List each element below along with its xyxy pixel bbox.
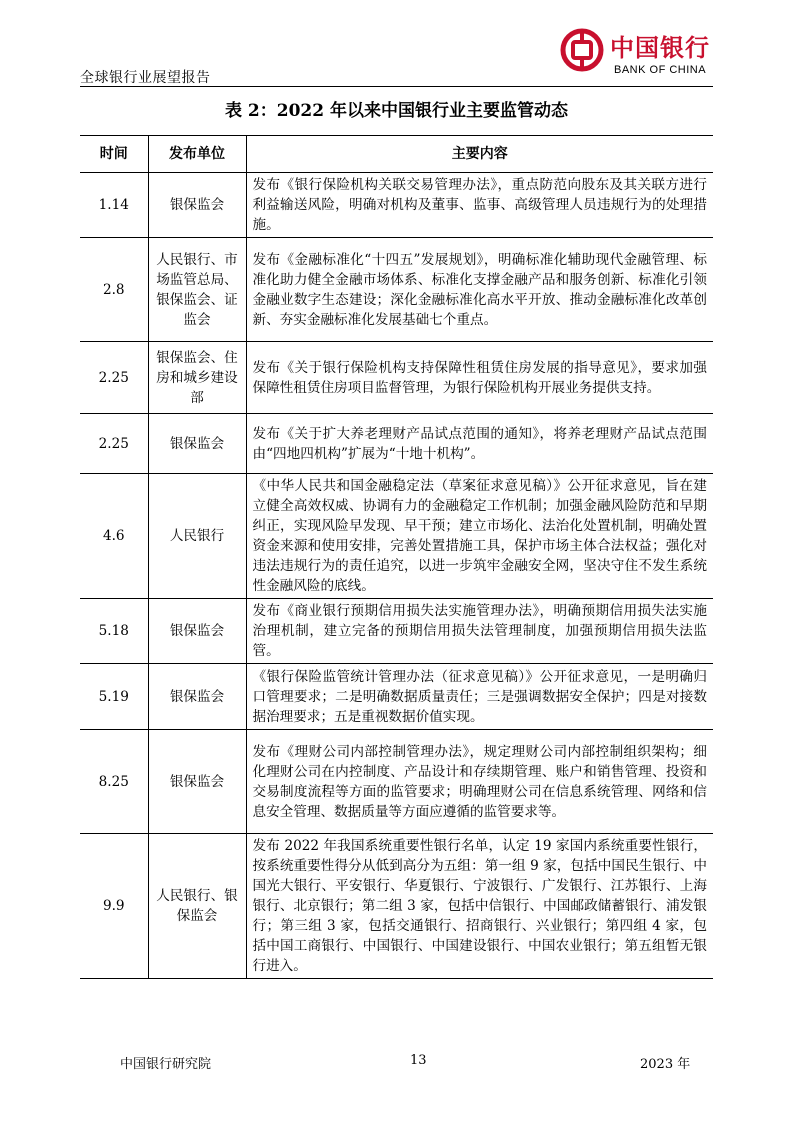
bank-logo-en: BANK OF CHINA (614, 64, 707, 76)
table-row (80, 599, 713, 664)
footer-institute: 中国银行研究院 (120, 1057, 212, 1072)
header-rule (80, 86, 713, 87)
regulation-table (80, 135, 713, 979)
cell-unit: 银保监会、住房和城乡建设部 (148, 342, 246, 414)
column-header-unit: 发布单位 (148, 136, 246, 173)
column-header-time: 时间 (80, 136, 148, 173)
bank-logo-cn: 中国银行 (610, 33, 710, 62)
table-row (80, 474, 713, 599)
bank-logo-emblem-icon (560, 28, 604, 72)
column-header-content: 主要内容 (246, 136, 713, 173)
table-row (80, 414, 713, 474)
cell-content: 发布《商业银行预期信用损失法实施管理办法》，明确预期信用损失法实施治理机制，建立完备的预期信用损失法管理制度，加强预期信用损失法监管。 (246, 599, 713, 664)
cell-time: 5.19 (80, 664, 148, 730)
table-header-row (80, 136, 713, 173)
cell-unit: 人民银行、银保监会 (148, 834, 246, 979)
cell-time: 5.18 (80, 599, 148, 664)
cell-content: 《中华人民共和国金融稳定法（草案征求意见稿）》公开征求意见，旨在建立健全高效权威、协调有力的金融稳定工作机制；加强金融风险防范和早期纠正，实现风险早发现、早干预；建立市场化、法治化处置机制，明确处置资金来源和使用安排，完善处置措施工具，保护市场主体合法权益；强化对违法违规行为的责任追究，以进一步筑牢金融安全网，坚决守住不发生系统性金融风险的底线。 (246, 474, 713, 599)
cell-content: 发布《理财公司内部控制管理办法》，规定理财公司内部控制组织架构；细化理财公司在内控制度、产品设计和存续期管理、账户和销售管理、投资和交易制度流程等方面的监管要求；明确理财公司在信息系统管理、网络和信息安全管理、数据质量等方面应遵循的监管要求等。 (246, 730, 713, 834)
cell-content: 发布《关于扩大养老理财产品试点范围的通知》，将养老理财产品试点范围由“四地四机构”扩展为“十地十机构”。 (246, 414, 713, 474)
table-row (80, 834, 713, 979)
bank-logo (560, 28, 720, 84)
table-row (80, 664, 713, 730)
cell-content: 《银行保险监管统计管理办法（征求意见稿）》公开征求意见，一是明确归口管理要求；二是明确数据质量责任；三是强调数据安全保护；四是对接数据治理要求；五是重视数据价值实现。 (246, 664, 713, 730)
report-header-title: 全球银行业展望报告 (80, 70, 211, 86)
cell-content: 发布 2022 年我国系统重要性银行名单，认定 19 家国内系统重要性银行，按系统重要性得分从低到高分为五组：第一组 9 家，包括中国民生银行、中国光大银行、平安银行、华夏银行、宁波银行、广发银行、江苏银行、上海银行、北京银行；第二组 3 家，包括中信银行、中国邮政储蓄银行、浦发银行；第三组 3 家，包括交通银行、招商银行、兴业银行；第四组 4 家，包括中国工商银行、中国银行、中国建设银行、中国农业银行；第五组暂无银行进入。 (246, 834, 713, 979)
cell-content: 发布《金融标准化“十四五”发展规划》，明确标准化辅助现代金融管理、标准化助力健全金融市场体系、标准化支撑金融产品和服务创新、标准化引领金融业数字生态建设；深化金融标准化高水平开放、推动金融标准化改革创新、夯实金融标准化发展基础七个重点。 (246, 238, 713, 342)
cell-content: 发布《银行保险机构关联交易管理办法》，重点防范向股东及其关联方进行利益输送风险，明确对机构及董事、监事、高级管理人员违规行为的处理措施。 (246, 173, 713, 238)
cell-unit: 人民银行、市场监管总局、银保监会、证监会 (148, 238, 246, 342)
cell-unit: 银保监会 (148, 414, 246, 474)
table-row (80, 342, 713, 414)
cell-content: 发布《关于银行保险机构支持保障性租赁住房发展的指导意见》，要求加强保障性租赁住房项目监督管理，为银行保险机构开展业务提供支持。 (246, 342, 713, 414)
cell-time: 9.9 (80, 834, 148, 979)
cell-time: 1.14 (80, 173, 148, 238)
cell-unit: 银保监会 (148, 173, 246, 238)
cell-unit: 银保监会 (148, 664, 246, 730)
table-title: 表 2：2022 年以来中国银行业主要监管动态 (225, 101, 568, 121)
cell-unit: 银保监会 (148, 730, 246, 834)
cell-time: 2.25 (80, 342, 148, 414)
table-row (80, 730, 713, 834)
cell-time: 2.25 (80, 414, 148, 474)
cell-time: 4.6 (80, 474, 148, 599)
table-row (80, 173, 713, 238)
footer-year: 2023 年 (640, 1057, 691, 1072)
footer-page-number: 13 (410, 1053, 427, 1068)
cell-time: 8.25 (80, 730, 148, 834)
cell-unit: 人民银行 (148, 474, 246, 599)
cell-unit: 银保监会 (148, 599, 246, 664)
table-row (80, 238, 713, 342)
cell-time: 2.8 (80, 238, 148, 342)
